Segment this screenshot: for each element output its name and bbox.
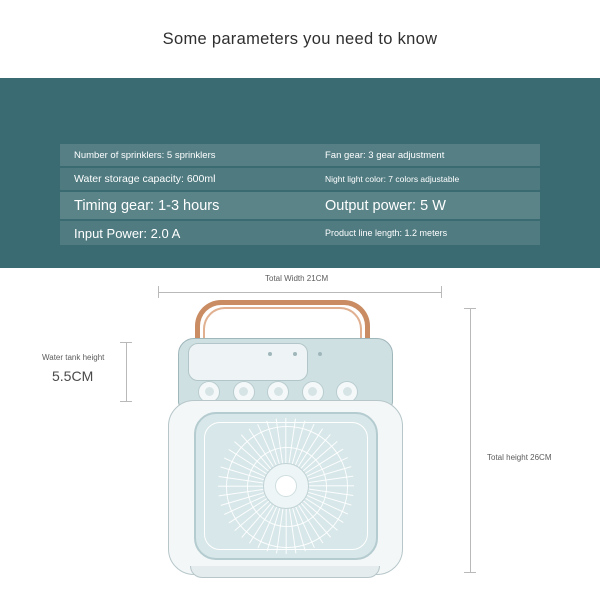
spec-cell-left: Timing gear: 1-3 hours [74,197,220,214]
spec-cell-right: Fan gear: 3 gear adjustment [325,149,445,161]
spec-row [60,168,540,190]
spec-row [60,144,540,166]
spec-cell-left: Water storage capacity: 600ml [74,173,216,185]
spec-table [60,144,540,247]
page-title: Some parameters you need to know [162,29,438,48]
dimension-diagram [0,268,600,600]
total-height-tick-bottom [464,572,476,573]
spec-cell-right: Product line length: 1.2 meters [325,228,448,238]
fan-grille [194,412,378,560]
vent-dots-icon [268,350,322,358]
total-height-tick-top [464,308,476,309]
width-dimension-line [158,292,442,293]
spec-panel [0,78,600,268]
water-tank-height-value: 5.5CM [52,368,94,384]
spec-cell-right: Output power: 5 W [325,197,446,214]
vent-dot-icon [293,352,297,356]
width-tick-right [441,286,442,298]
spec-row [60,192,540,219]
total-height-label: Total height 26CM [487,453,552,462]
header [0,0,600,78]
spec-cell-left: Number of sprinklers: 5 sprinklers [74,149,216,161]
spec-cell-right: Night light color: 7 colors adjustable [325,174,460,184]
total-height-dimension-line [470,308,471,573]
vent-dot-icon [318,352,322,356]
tank-height-dimension-line [126,342,127,402]
device-base [190,566,380,578]
spec-cell-left: Input Power: 2.0 A [74,225,181,241]
width-tick-left [158,286,159,298]
fan-hub-center [275,475,297,497]
vent-dot-icon [268,352,272,356]
spec-row [60,221,540,245]
water-tank-height-label: Water tank height [42,353,105,362]
tank-height-tick-bottom [120,401,132,402]
product-illustration [150,300,450,578]
total-width-label: Total Width 21CM [265,274,329,283]
tank-height-tick-top [120,342,132,343]
water-tank-cap [188,343,308,381]
